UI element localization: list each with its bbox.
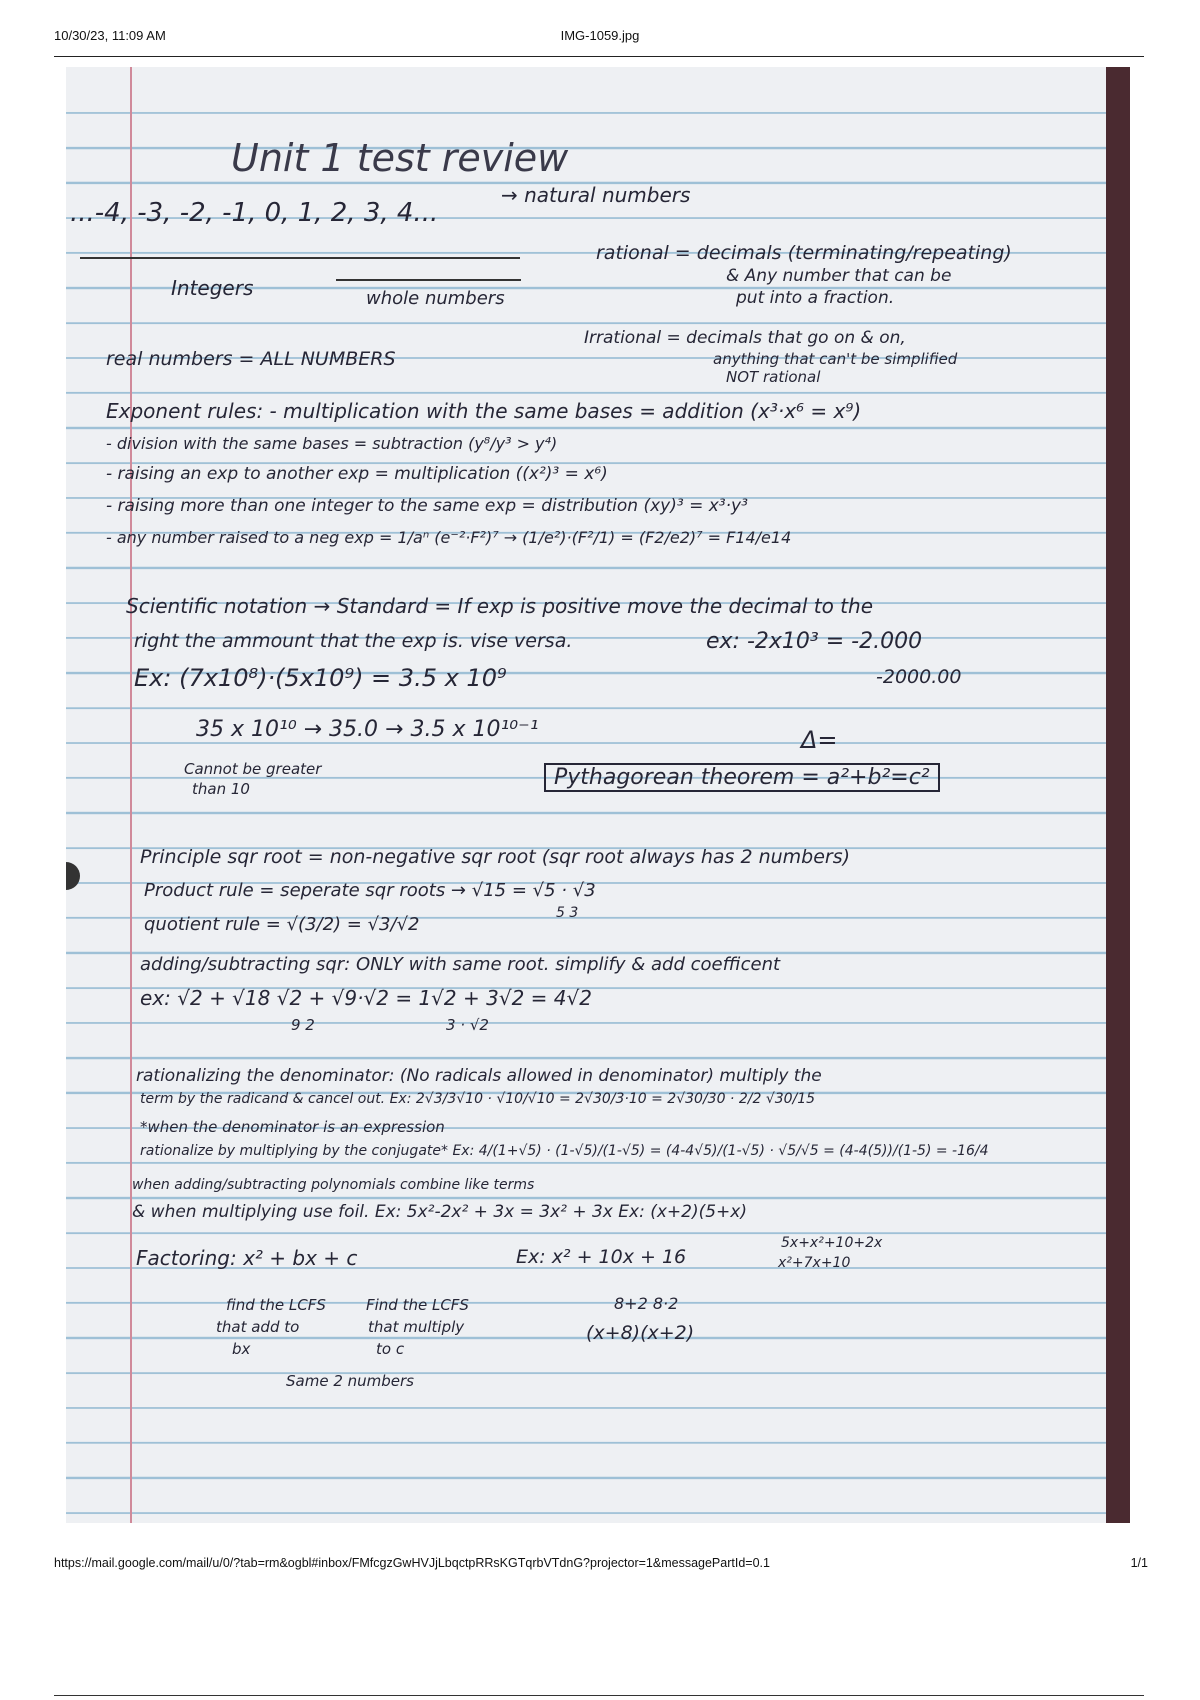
exponent-rule-multiplication: Exponent rules: - multiplication with the same bases = addition (x³·x⁶ = x⁹) (106, 399, 862, 423)
factoring-rule: Factoring: x² + bx + c (136, 1246, 358, 1270)
delta-note: Δ= (801, 726, 838, 754)
whole-numbers-label: whole numbers (366, 288, 505, 309)
rationalizing-line-4: rationalize by multiplying by the conjugate* Ex: 4/(1+√5) · (1-√5)/(1-√5) = (4-4√5)/(1-√5) · √5/√5 = (4-4(5))/(1-5) = -16/4 (140, 1143, 989, 1159)
notes-title: Unit 1 test review (231, 136, 569, 180)
factoring-lcfs-multiply-2: that multiply (368, 1318, 465, 1336)
same-2-numbers: Same 2 numbers (286, 1372, 414, 1390)
print-url: https://mail.google.com/mail/u/0/?tab=rm&ogbl#inbox/FMfcgzGwHVJjLbqctpRRsKGTqrbVTdnG?projector=1&messagePartId=0.1 (54, 1556, 770, 1570)
sqrt-product-rule: Product rule = seperate sqr roots → √15 = √5 · √3 (144, 880, 596, 901)
rationalizing-line-3: *when the denominator is an expression (140, 1118, 445, 1136)
factoring-lcfs-add-1: find the LCFS (226, 1296, 326, 1314)
rationalizing-line-1: rationalizing the denominator: (No radicals allowed in denominator) multiply the (136, 1066, 822, 1086)
scientific-notation-example-result: -2000.00 (876, 666, 962, 688)
notebook-photo (66, 67, 1130, 1523)
factoring-lcfs-add-3: bx (232, 1340, 251, 1358)
scientific-ex-line-2: 35 x 10¹⁰ → 35.0 → 3.5 x 10¹⁰⁻¹ (196, 717, 539, 742)
factoring-example-pairs: 8+2 8·2 (614, 1294, 679, 1313)
natural-numbers-label: → natural numbers (501, 183, 691, 207)
sqrt-product-rule-factors: 5 3 (556, 905, 579, 921)
sqrt-adding-subtracting: adding/subtracting sqr: ONLY with same root. simplify & add coefficent (140, 954, 781, 975)
factoring-example-answer: (x+8)(x+2) (586, 1322, 695, 1344)
cannot-be-greater-2: than 10 (192, 780, 250, 798)
cannot-be-greater-1: Cannot be greater (184, 760, 322, 778)
sqrt-adding-example-factors: 9 2 (291, 1016, 315, 1034)
factoring-lcfs-multiply-3: to c (376, 1340, 405, 1358)
polynomial-line-2: & when multiplying use foil. Ex: 5x²-2x² + 3x = 3x² + 3x Ex: (x+2)(5+x) (132, 1202, 747, 1222)
scientific-notation-2: right the ammount that the exp is. vise versa. (134, 630, 573, 652)
integers-label: Integers (171, 276, 254, 300)
exponent-rule-distribution: - raising more than one integer to the same exp = distribution (xy)³ = x³·y³ (106, 496, 748, 516)
sqrt-adding-example: ex: √2 + √18 √2 + √9·√2 = 1√2 + 3√2 = 4√2 (140, 986, 592, 1010)
integers-bracket (80, 257, 520, 259)
rational-line-1: rational = decimals (terminating/repeating) (596, 242, 1012, 264)
exponent-rule-power: - raising an exp to another exp = multiplication ((x²)³ = x⁶) (106, 464, 608, 484)
lined-paper (66, 67, 1106, 1523)
factoring-example: Ex: x² + 10x + 16 (516, 1246, 687, 1268)
sqrt-adding-example-simplified: 3 · √2 (446, 1016, 489, 1034)
irrational-line-2: anything that can't be simplified (713, 350, 958, 368)
polynomial-foil-step: 5x+x²+10+2x (781, 1235, 883, 1251)
real-numbers: real numbers = ALL NUMBERS (106, 348, 396, 370)
header-divider (54, 56, 1144, 57)
sqrt-principle: Principle sqr root = non-negative sqr root (sqr root always has 2 numbers) (140, 846, 851, 868)
factoring-lcfs-multiply-1: Find the LCFS (366, 1296, 469, 1314)
irrational-line-3: NOT rational (726, 368, 821, 386)
number-line: ...-4, -3, -2, -1, 0, 1, 2, 3, 4... (70, 198, 439, 228)
scientific-ex-line-1: Ex: (7x10⁸)·(5x10⁹) = 3.5 x 10⁹ (134, 664, 507, 692)
binder-hole (66, 862, 80, 890)
rationalizing-line-2: term by the radicand & cancel out. Ex: 2√3/3√10 · √10/√10 = 2√30/3·10 = 2√30/30 · 2/2 √30/15 (140, 1091, 816, 1107)
margin-line (130, 67, 132, 1523)
print-filename: IMG-1059.jpg (560, 28, 640, 43)
whole-numbers-bracket (336, 279, 521, 281)
footer-divider (54, 1695, 1144, 1696)
pythagorean-theorem: Pythagorean theorem = a²+b²=c² (544, 763, 940, 792)
rational-line-2: & Any number that can be (726, 266, 952, 286)
print-datetime: 10/30/23, 11:09 AM (54, 28, 166, 43)
polynomial-line-1: when adding/subtracting polynomials combine like terms (132, 1177, 535, 1193)
scientific-notation-1: Scientific notation → Standard = If exp is positive move the decimal to the (126, 594, 873, 618)
exponent-rule-division: - division with the same bases = subtraction (y⁸/y³ > y⁴) (106, 434, 558, 453)
exponent-rule-negative: - any number raised to a neg exp = 1/aⁿ (e⁻²·F²)⁷ → (1/e²)·(F²/1) = (F2/e2)⁷ = F14/e14 (106, 528, 792, 547)
print-page-number: 1/1 (1130, 1556, 1148, 1570)
rational-line-3: put into a fraction. (736, 288, 895, 308)
polynomial-foil-result: x²+7x+10 (778, 1255, 851, 1271)
scientific-notation-example: ex: -2x10³ = -2.000 (706, 629, 923, 654)
factoring-lcfs-add-2: that add to (216, 1318, 300, 1336)
sqrt-quotient-rule: quotient rule = √(3/2) = √3/√2 (144, 914, 420, 935)
irrational-line-1: Irrational = decimals that go on & on, (584, 328, 906, 348)
